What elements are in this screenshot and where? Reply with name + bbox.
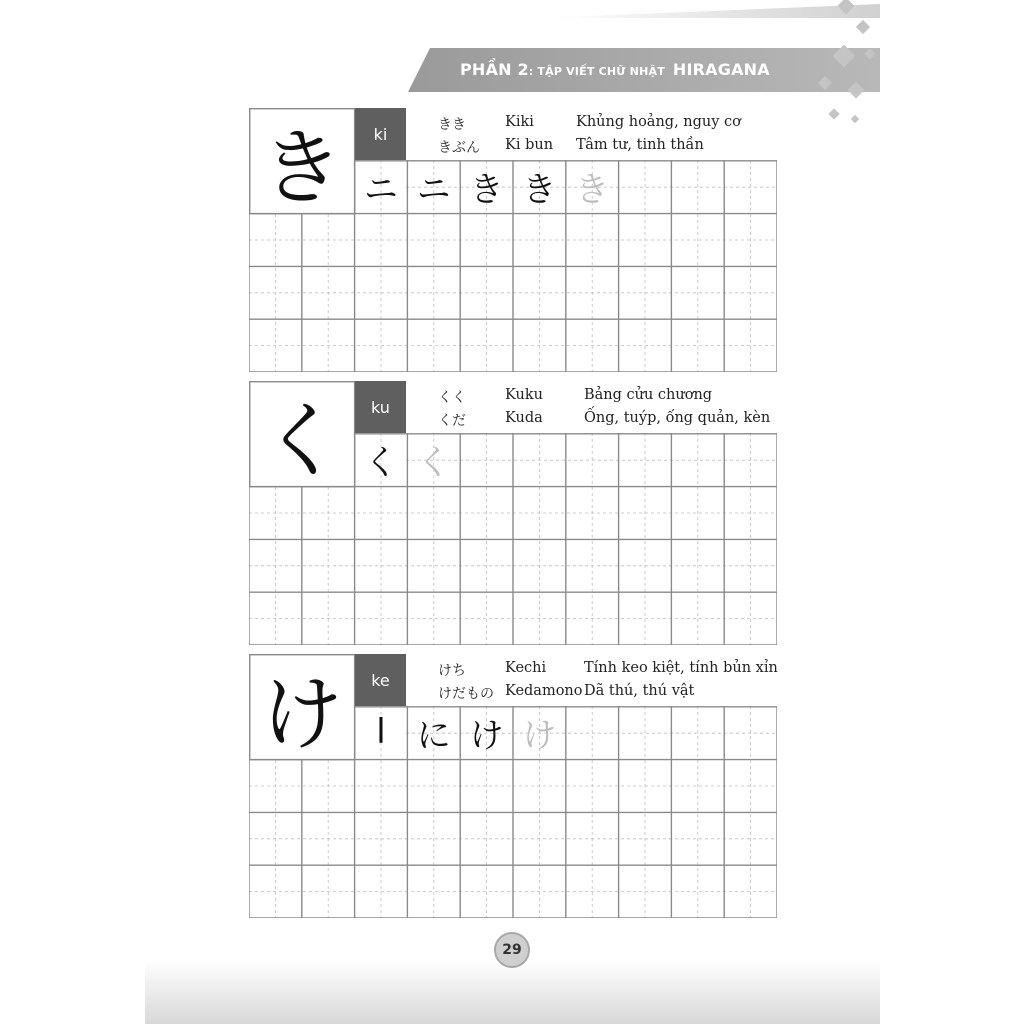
decorative-diamonds: [800, 0, 890, 140]
vocab-romaji: Kuku: [505, 387, 543, 403]
vocab-romaji: Ki bun: [505, 137, 554, 153]
stroke-order-step: き: [469, 169, 504, 210]
vocab-meaning: Dã thú, thú vật: [584, 683, 695, 699]
vocab-kana: きき: [438, 117, 466, 133]
stroke-order-step: け: [469, 715, 504, 756]
vocab-meaning: Ống, tuýp, ống quản, kèn: [584, 410, 771, 426]
vocab-kana: けだもの: [438, 686, 494, 702]
stroke-order-step: ニ: [416, 169, 451, 210]
header-title: [460, 57, 770, 83]
stroke-order-step: ニ: [364, 169, 398, 210]
kana-section-ke: [249, 654, 777, 918]
part-subtitle: : TẬP VIẾT CHỮ NHẬT: [528, 65, 665, 78]
vocab-meaning: Tâm tư, tinh thần: [576, 137, 704, 153]
page-number: 29: [494, 932, 530, 968]
big-kana: き: [260, 120, 343, 216]
vocab-romaji: Kechi: [505, 660, 547, 676]
trace-guide-character: け: [522, 715, 557, 756]
script-name: HIRAGANA: [672, 60, 770, 79]
kana-section-ki: [249, 108, 777, 372]
kana-section-ku: [249, 381, 777, 645]
vocab-kana: くく: [438, 390, 466, 406]
vocab-kana: けち: [438, 663, 466, 679]
big-kana: け: [260, 666, 343, 762]
romaji-label: ku: [355, 381, 406, 433]
trace-guide-character: き: [575, 169, 610, 210]
vocab-romaji: Kiki: [505, 114, 534, 130]
part-label: PHẦN 2: [460, 60, 529, 79]
vocab-meaning: Khủng hoảng, nguy cơ: [576, 114, 741, 130]
stroke-order-step: l: [376, 712, 386, 752]
page-bottom-shadow: [145, 960, 880, 1024]
vocab-meaning: Bảng cửu chương: [584, 387, 713, 403]
trace-guide-character: く: [416, 442, 451, 483]
romaji-label: ki: [355, 108, 406, 160]
stroke-order-step: き: [522, 169, 557, 210]
stroke-order-step: く: [364, 442, 398, 483]
vocab-romaji: Kuda: [505, 410, 543, 426]
vocab-kana: きぶん: [438, 140, 480, 156]
vocab-kana: くだ: [438, 413, 466, 429]
stroke-order-step: に: [416, 715, 451, 756]
romaji-label: ke: [355, 654, 406, 706]
vocab-romaji: Kedamono: [505, 683, 583, 699]
vocab-meaning: Tính keo kiệt, tính bủn xỉn: [584, 660, 778, 676]
big-kana: く: [260, 393, 343, 489]
